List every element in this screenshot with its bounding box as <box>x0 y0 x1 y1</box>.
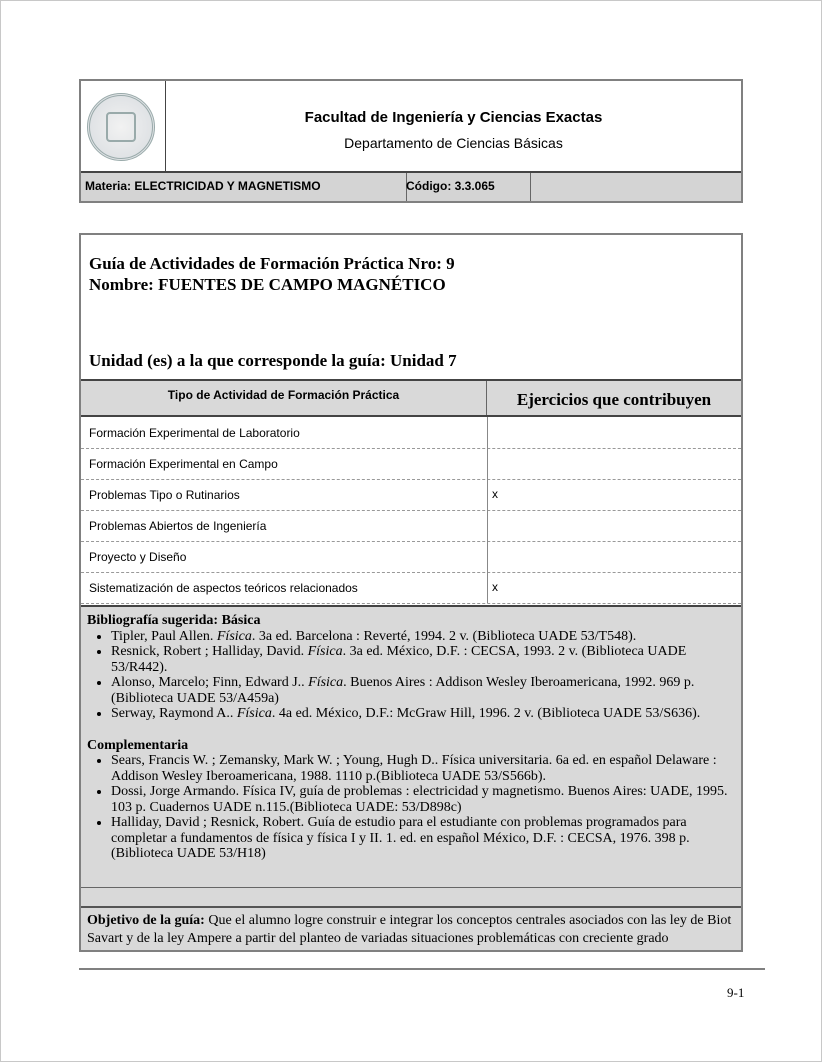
column-header-exercises: Ejercicios que contribuyen <box>516 390 712 409</box>
reference-details: . 3a ed. México, D.F. : CECSA, 1993. 2 v. (Biblioteca UADE 53/R442). <box>111 644 687 675</box>
reference-title: Física <box>216 628 252 644</box>
seal-emblem-icon <box>106 112 136 142</box>
subject-row <box>81 171 741 201</box>
exercise-mark <box>487 510 742 541</box>
reference-title: Física <box>236 706 272 721</box>
objective-text: Que el alumno logre construir e integrar los conceptos centrales asociados con las ley de Biot Savart y de la ley Ampere a partir del planteo de variadas situaciones problemáticas con creciente grado <box>87 913 732 946</box>
bibliography-item: • Dossi, Jorge Armando. Física IV, guía de problemas : electricidad y magnetismo. Buenos Aires: UADE, 1995. 103 p. Cuadernos UADE n.115.(Biblioteca UADE: 53/D898c) <box>111 784 735 815</box>
objective-section <box>81 908 741 950</box>
exercise-mark <box>487 417 742 448</box>
bibliography-item <box>111 706 735 722</box>
bibliography-item: • Sears, Francis W. ; Zemansky, Mark W. ; Young, Hugh D.. Física universitaria. 6a ed. en español Delaware : Addison Wesley Iberoamericana, 1988. 1110 p.(Biblioteca UADE 53/S566b). <box>111 753 735 784</box>
reference-author: Serway, Raymond A.. <box>111 706 237 721</box>
guide-number: Guía de Actividades de Formación Práctica Nro: 9 <box>89 254 455 273</box>
blank-row <box>81 887 741 908</box>
university-seal-logo <box>87 93 155 161</box>
bibliography-item <box>111 629 735 645</box>
activity-type-label: Problemas Abiertos de Ingeniería <box>89 519 267 533</box>
table-row <box>81 417 741 449</box>
objective-label: Objetivo de la guía: <box>87 913 205 928</box>
activity-type-label: Formación Experimental de Laboratorio <box>89 426 300 440</box>
header-table <box>79 79 743 203</box>
subject-name: Materia: ELECTRICIDAD Y MAGNETISMO <box>81 173 407 201</box>
activity-type-label: Formación Experimental en Campo <box>89 457 278 471</box>
complementary-bibliography-list <box>87 753 735 862</box>
reference-author: Tipler, Paul Allen. <box>111 628 217 644</box>
exercise-mark <box>487 541 742 572</box>
footer-divider <box>79 968 765 970</box>
guide-name: Nombre: FUENTES DE CAMPO MAGNÉTICO <box>89 275 446 294</box>
bibliography-item <box>111 644 735 675</box>
basic-heading: Básica <box>221 613 261 628</box>
table-row <box>81 448 741 480</box>
table-row <box>81 541 741 573</box>
activity-type-label: Sistematización de aspectos teóricos relacionados <box>89 581 358 595</box>
reference-details: . 3a ed. Barcelona : Reverté, 1994. 2 v. (Biblioteca UADE 53/T548). <box>251 628 637 644</box>
exercise-mark: x <box>487 479 742 510</box>
activity-type-label: Problemas Tipo o Rutinarios <box>89 488 240 502</box>
guide-title <box>89 253 455 295</box>
subject-code: Código: 3.3.065 <box>402 173 531 201</box>
reference-title: Física <box>308 675 344 690</box>
reference-details: . Buenos Aires : Addison Wesley Iberoamericana, 1992. 969 p. (Biblioteca UADE 53/A459a) <box>111 675 695 706</box>
exercise-mark <box>487 448 742 479</box>
logo-cell <box>81 81 166 171</box>
activity-table-header <box>81 379 741 417</box>
complementary-heading: Complementaria <box>87 737 189 753</box>
page-number: 9-1 <box>727 985 745 1000</box>
institution-title: Facultad de Ingeniería y Ciencias Exactas <box>304 109 603 126</box>
bibliography-section: Bibliografía sugerida: Básica • Tipler, Paul Allen. Física. 3a ed. Barcelona : Reverté, 1994. 2 v. (Biblioteca UADE 53/T548). • Resnick, Robert ; Halliday, David. Física. 3a ed. México, D.F. : CECSA, 1993. 2 v. (Biblioteca UADE 53/R442). • Alonso, Marcelo; Finn, Edward J.. Física. Buenos Aires : Addison Wesley Iberoamericana, 1992. 969 p. (Biblioteca UADE 53/A459a) • Serway, Raymond A.. Física. 4a ed. México, D.F.: McGraw Hill, 1996. 2 v. (Biblioteca UADE 53/S636). Complementaria • Sears, Francis W. ; Zemansky, Mark W. ; Young, Hugh D.. Física universitaria. 6a ed. en español Delaware : Addison Wesley Iberoamericana, 1988. 1110 p.(Biblioteca UADE 53/S566b). • Dossi, Jorge Armando. Física IV, guía de problemas : electricidad y magnetismo. Buenos Aires: UADE, 1995. 103 p. Cuadernos UADE n.115.(Biblioteca UADE: 53/D898c) • Halliday, David ; Resnick, Robert. Guía de estudio para el estudiante con problemas programados para completar a fundamentos de física y física I y II. 1. ed. en español México, D.F. : CECSA, 1976. 398 p. (Biblioteca UADE 53/H18) <box>81 605 741 887</box>
bibliography-item: • Halliday, David ; Resnick, Robert. Guía de estudio para el estudiante con problemas programados para completar a fundamentos de física y física I y II. 1. ed. en español México, D.F. : CECSA, 1976. 398 p. (Biblioteca UADE 53/H18) <box>111 815 735 862</box>
reference-author: Alonso, Marcelo; Finn, Edward J.. <box>111 675 309 690</box>
reference-details: . 4a ed. México, D.F.: McGraw Hill, 1996. 2 v. (Biblioteca UADE 53/S636). <box>271 706 701 721</box>
activity-type-label: Proyecto y Diseño <box>89 550 187 564</box>
guide-unit: Unidad (es) a la que corresponde la guía: Unidad 7 <box>89 351 457 370</box>
table-row <box>81 479 741 511</box>
guide-table <box>79 233 743 952</box>
exercise-mark: x <box>487 572 742 603</box>
reference-title: Física <box>307 644 343 659</box>
column-header-activity-type: Tipo de Actividad de Formación Práctica <box>81 381 487 415</box>
basic-bibliography-list <box>87 629 735 722</box>
table-row <box>81 510 741 542</box>
table-row <box>81 572 741 604</box>
bibliography-heading: Bibliografía sugerida <box>87 613 214 628</box>
reference-author: Resnick, Robert ; Halliday, David. <box>111 644 308 659</box>
bibliography-item <box>111 675 735 706</box>
department-subtitle: Departamento de Ciencias Básicas <box>344 135 563 151</box>
